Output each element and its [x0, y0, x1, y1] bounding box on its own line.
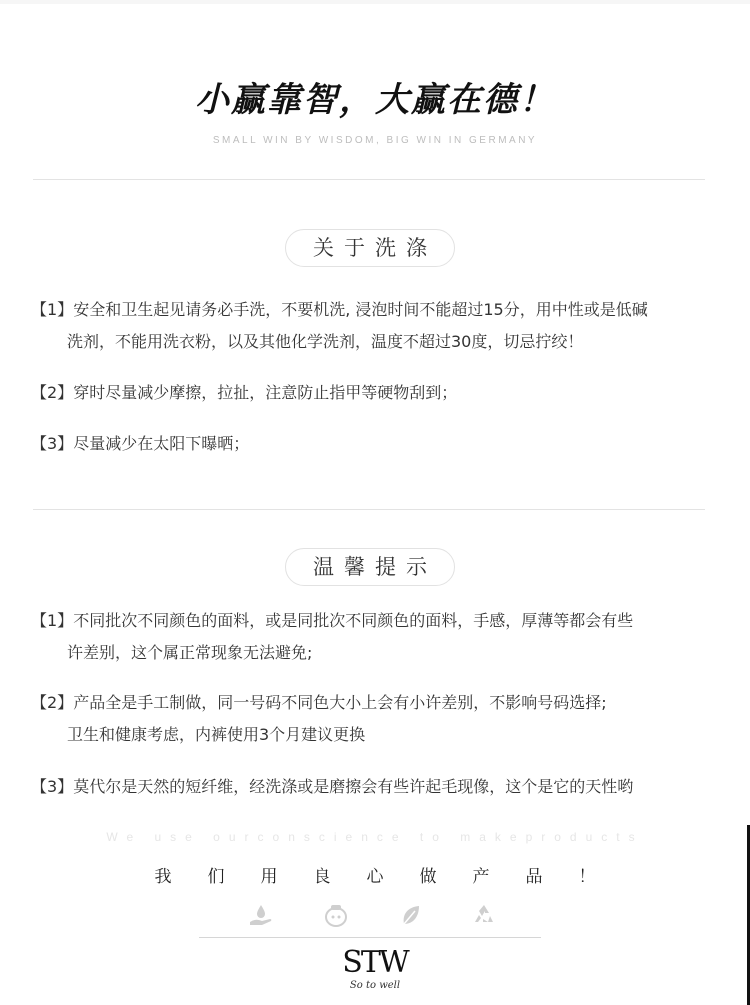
item-text: 莫代尔是天然的短纤维，经洗涤或是磨擦会有些许起毛现像，这个是它的天性哟 — [73, 777, 634, 796]
top-strip — [0, 0, 750, 4]
item-number: 【1】 — [31, 300, 74, 319]
divider-middle — [33, 509, 705, 510]
footer-divider — [199, 937, 541, 938]
leaf-icon — [396, 900, 426, 930]
hand-water-icon — [246, 900, 276, 930]
recycle-icon — [469, 900, 499, 930]
washing-item-3 — [31, 428, 721, 460]
washing-item-1 — [31, 294, 721, 358]
tips-item-2 — [31, 687, 721, 751]
item-text: 产品全是手工制做，同一号码不同色大小上会有小许差别，不影响号码选择; — [73, 693, 607, 712]
divider-top — [33, 179, 705, 180]
item-text-cont: 卫生和健康考虑，内裤使用3个月建议更换 — [67, 725, 366, 744]
item-number: 【2】 — [31, 383, 74, 402]
item-number: 【1】 — [31, 611, 74, 630]
item-number: 【2】 — [31, 693, 74, 712]
tips-item-1 — [31, 605, 721, 669]
item-text: 不同批次不同颜色的面料，或是同批次不同颜色的面料，手感，厚薄等都会有些 — [73, 611, 634, 630]
brand-slogan: 小赢靠智，大赢在德！ — [195, 80, 555, 120]
item-number: 【3】 — [31, 777, 74, 796]
brand-logo-tagline: So to well — [349, 980, 401, 991]
footer-icons — [243, 900, 513, 930]
washing-item-2 — [31, 377, 721, 409]
footer-mission: 我们用良心做产品！ — [154, 867, 632, 887]
footer-watermark-english: We use ourconscience to makeproducts — [106, 830, 644, 844]
item-text-cont: 许差别，这个属正常现象无法避免; — [67, 643, 313, 662]
item-number: 【3】 — [31, 434, 74, 453]
washing-section-title: 关于洗涤 — [285, 229, 455, 267]
item-text: 穿时尽量减少摩擦，拉扯，注意防止指甲等硬物刮到； — [73, 383, 458, 402]
tips-section-title: 温馨提示 — [285, 548, 455, 586]
item-text-cont: 洗剂，不能用洗衣粉，以及其他化学洗剂，温度不超过30度，切忌拧绞！ — [67, 332, 584, 351]
jar-icon — [321, 900, 351, 930]
item-text: 尽量减少在太阳下曝晒； — [73, 434, 250, 453]
tips-item-3 — [31, 771, 721, 803]
item-text: 安全和卫生起见请务必手洗，不要机洗, 浸泡时间不能超过15分，用中性或是低碱 — [73, 300, 648, 319]
brand-logo: STW — [342, 945, 408, 980]
brand-slogan-english: SMALL WIN BY WISDOM, BIG WIN IN GERMANY — [212, 135, 538, 146]
